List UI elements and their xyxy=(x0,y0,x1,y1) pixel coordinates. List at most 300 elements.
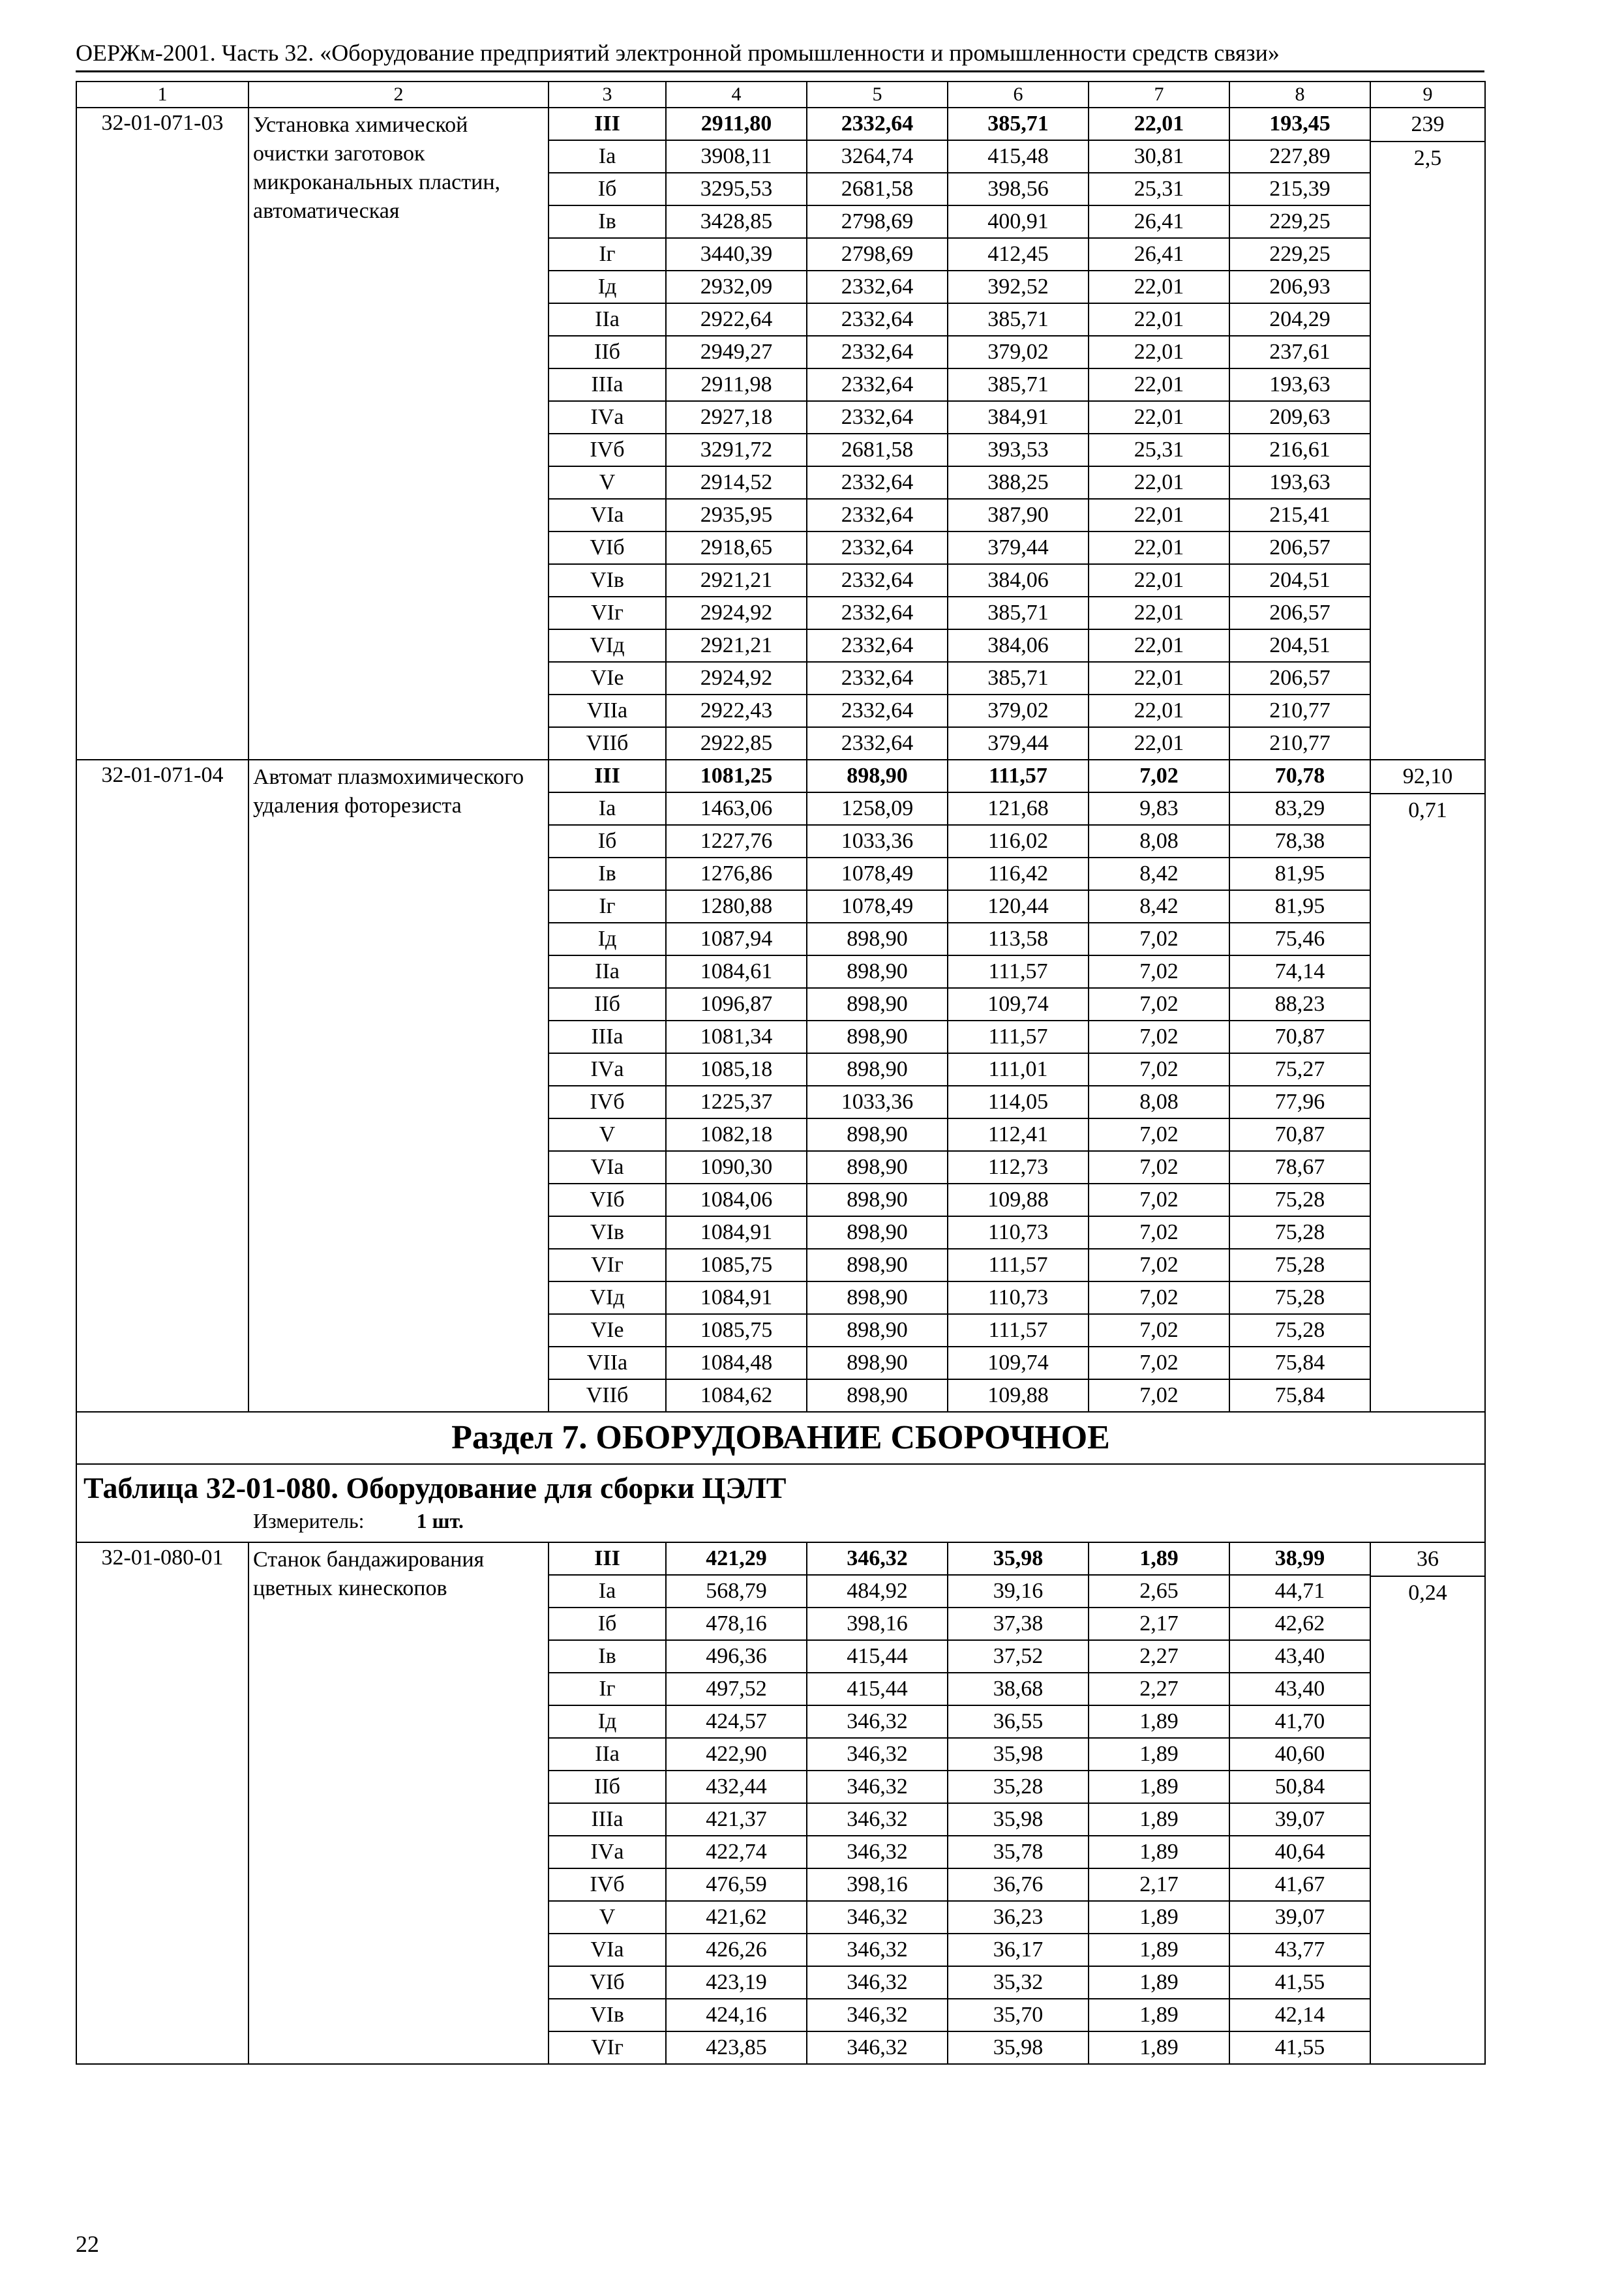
zone-cell: VIа xyxy=(549,1151,666,1184)
value-cell: 227,89 xyxy=(1229,140,1370,173)
value-cell: 393,53 xyxy=(948,434,1089,466)
value-cell: 109,74 xyxy=(948,1347,1089,1379)
value-cell: 216,61 xyxy=(1229,434,1370,466)
value-cell: 385,71 xyxy=(948,662,1089,695)
zone-cell: VIе xyxy=(549,662,666,695)
column-number: 3 xyxy=(549,82,666,108)
value-cell: 1081,34 xyxy=(666,1021,807,1053)
value-cell: 2332,64 xyxy=(807,564,948,597)
zone-cell: VIв xyxy=(549,1999,666,2031)
value-cell: 2332,64 xyxy=(807,629,948,662)
value-cell: 110,73 xyxy=(948,1281,1089,1314)
value-cell: 1,89 xyxy=(1089,2031,1229,2064)
value-cell: 1,89 xyxy=(1089,1705,1229,1738)
value-cell: 1096,87 xyxy=(666,988,807,1021)
value-cell: 229,25 xyxy=(1229,238,1370,271)
position-code: 32-01-071-03 xyxy=(76,108,248,760)
value-cell: 22,01 xyxy=(1089,564,1229,597)
value-cell: 74,14 xyxy=(1229,955,1370,988)
value-cell: 2922,64 xyxy=(666,303,807,336)
value-cell: 2932,09 xyxy=(666,271,807,303)
value-cell: 422,90 xyxy=(666,1738,807,1771)
value-cell: 36,23 xyxy=(948,1901,1089,1934)
zone-cell: VIIб xyxy=(549,727,666,760)
value-cell: 7,02 xyxy=(1089,1379,1229,1412)
value-cell: 75,28 xyxy=(1229,1281,1370,1314)
value-cell: 476,59 xyxy=(666,1868,807,1901)
value-cell: 37,38 xyxy=(948,1608,1089,1640)
zone-cell: Iв xyxy=(549,205,666,238)
column-number: 8 xyxy=(1229,82,1370,108)
column-9-cell xyxy=(1370,760,1485,1412)
value-cell: 497,52 xyxy=(666,1673,807,1705)
column-number-row xyxy=(76,82,1485,108)
value-cell: 75,46 xyxy=(1229,923,1370,955)
value-cell: 2921,21 xyxy=(666,564,807,597)
column-number: 4 xyxy=(666,82,807,108)
value-cell: 346,32 xyxy=(807,1738,948,1771)
value-cell: 7,02 xyxy=(1089,1347,1229,1379)
value-cell: 2681,58 xyxy=(807,173,948,205)
zone-cell: VIв xyxy=(549,1216,666,1249)
value-cell: 2332,64 xyxy=(807,597,948,629)
zone-cell: Iг xyxy=(549,238,666,271)
value-cell: 7,02 xyxy=(1089,760,1229,792)
value-cell: 204,29 xyxy=(1229,303,1370,336)
value-cell: 43,77 xyxy=(1229,1934,1370,1966)
value-cell: 2922,85 xyxy=(666,727,807,760)
value-cell: 7,02 xyxy=(1089,1021,1229,1053)
value-cell: 2332,64 xyxy=(807,727,948,760)
zone-cell: Iа xyxy=(549,1575,666,1608)
value-cell: 22,01 xyxy=(1089,401,1229,434)
value-cell: 379,44 xyxy=(948,727,1089,760)
value-cell: 2924,92 xyxy=(666,597,807,629)
value-cell: 110,73 xyxy=(948,1216,1089,1249)
value-cell: 392,52 xyxy=(948,271,1089,303)
value-cell: 346,32 xyxy=(807,1771,948,1803)
value-cell: 1276,86 xyxy=(666,858,807,890)
value-cell: 111,57 xyxy=(948,955,1089,988)
value-cell: 2914,52 xyxy=(666,466,807,499)
value-cell: 75,28 xyxy=(1229,1184,1370,1216)
value-cell: 41,55 xyxy=(1229,1966,1370,1999)
value-cell: 423,85 xyxy=(666,2031,807,2064)
value-cell: 7,02 xyxy=(1089,1118,1229,1151)
column-number: 5 xyxy=(807,82,948,108)
value-cell: 41,67 xyxy=(1229,1868,1370,1901)
value-cell: 22,01 xyxy=(1089,466,1229,499)
zone-cell: III xyxy=(549,108,666,140)
value-cell: 1,89 xyxy=(1089,1934,1229,1966)
value-cell: 112,73 xyxy=(948,1151,1089,1184)
table-row xyxy=(76,760,1485,792)
zone-cell: IVб xyxy=(549,434,666,466)
zone-cell: Iб xyxy=(549,1608,666,1640)
zone-cell: V xyxy=(549,1901,666,1934)
zone-cell: III xyxy=(549,760,666,792)
value-cell: 568,79 xyxy=(666,1575,807,1608)
column-9-value: 0,24 xyxy=(1371,1576,1484,1609)
measure-label: Измеритель: xyxy=(253,1509,365,1533)
value-cell: 7,02 xyxy=(1089,1151,1229,1184)
value-cell: 111,57 xyxy=(948,1314,1089,1347)
value-cell: 1085,75 xyxy=(666,1249,807,1281)
value-cell: 385,71 xyxy=(948,368,1089,401)
value-cell: 346,32 xyxy=(807,1705,948,1738)
value-cell: 385,71 xyxy=(948,303,1089,336)
column-9-value: 2,5 xyxy=(1371,141,1484,175)
value-cell: 3428,85 xyxy=(666,205,807,238)
value-cell: 36,76 xyxy=(948,1868,1089,1901)
value-cell: 2681,58 xyxy=(807,434,948,466)
value-cell: 7,02 xyxy=(1089,955,1229,988)
value-cell: 346,32 xyxy=(807,1836,948,1868)
value-cell: 1,89 xyxy=(1089,1966,1229,1999)
value-cell: 22,01 xyxy=(1089,499,1229,531)
value-cell: 40,64 xyxy=(1229,1836,1370,1868)
position-code: 32-01-071-04 xyxy=(76,760,248,1412)
value-cell: 35,78 xyxy=(948,1836,1089,1868)
value-cell: 1087,94 xyxy=(666,923,807,955)
value-cell: 70,87 xyxy=(1229,1021,1370,1053)
column-9-cell xyxy=(1370,1542,1485,2064)
value-cell: 22,01 xyxy=(1089,336,1229,368)
value-cell: 385,71 xyxy=(948,597,1089,629)
value-cell: 215,39 xyxy=(1229,173,1370,205)
value-cell: 1,89 xyxy=(1089,1542,1229,1575)
value-cell: 120,44 xyxy=(948,890,1089,923)
value-cell: 898,90 xyxy=(807,1281,948,1314)
value-cell: 1280,88 xyxy=(666,890,807,923)
value-cell: 42,62 xyxy=(1229,1608,1370,1640)
value-cell: 22,01 xyxy=(1089,629,1229,662)
value-cell: 1258,09 xyxy=(807,792,948,825)
zone-cell: IVа xyxy=(549,1836,666,1868)
value-cell: 22,01 xyxy=(1089,531,1229,564)
zone-cell: Iд xyxy=(549,271,666,303)
value-cell: 109,88 xyxy=(948,1379,1089,1412)
column-9-value: 36 xyxy=(1417,1547,1439,1571)
value-cell: 35,98 xyxy=(948,1803,1089,1836)
value-cell: 1090,30 xyxy=(666,1151,807,1184)
value-cell: 81,95 xyxy=(1229,890,1370,923)
value-cell: 38,68 xyxy=(948,1673,1089,1705)
zone-cell: VIIа xyxy=(549,1347,666,1379)
value-cell: 206,57 xyxy=(1229,662,1370,695)
value-cell: 424,16 xyxy=(666,1999,807,2031)
value-cell: 2332,64 xyxy=(807,303,948,336)
zone-cell: V xyxy=(549,1118,666,1151)
value-cell: 415,48 xyxy=(948,140,1089,173)
zone-cell: Iг xyxy=(549,890,666,923)
zone-cell: IVа xyxy=(549,1053,666,1086)
value-cell: 346,32 xyxy=(807,1966,948,1999)
value-cell: 206,57 xyxy=(1229,597,1370,629)
value-cell: 2927,18 xyxy=(666,401,807,434)
value-cell: 384,91 xyxy=(948,401,1089,434)
page-number: 22 xyxy=(76,2231,99,2257)
value-cell: 35,98 xyxy=(948,1738,1089,1771)
value-cell: 898,90 xyxy=(807,1053,948,1086)
value-cell: 2798,69 xyxy=(807,205,948,238)
value-cell: 1033,36 xyxy=(807,825,948,858)
value-cell: 1225,37 xyxy=(666,1086,807,1118)
zone-cell: Iв xyxy=(549,858,666,890)
value-cell: 41,70 xyxy=(1229,1705,1370,1738)
zone-cell: VIа xyxy=(549,499,666,531)
value-cell: 39,16 xyxy=(948,1575,1089,1608)
value-cell: 1,89 xyxy=(1089,1836,1229,1868)
value-cell: 42,14 xyxy=(1229,1999,1370,2031)
value-cell: 75,84 xyxy=(1229,1347,1370,1379)
measure-line xyxy=(83,1506,1478,1535)
value-cell: 114,05 xyxy=(948,1086,1089,1118)
value-cell: 204,51 xyxy=(1229,629,1370,662)
value-cell: 35,98 xyxy=(948,1542,1089,1575)
value-cell: 7,02 xyxy=(1089,1216,1229,1249)
value-cell: 77,96 xyxy=(1229,1086,1370,1118)
value-cell: 426,26 xyxy=(666,1934,807,1966)
column-number: 9 xyxy=(1370,82,1485,108)
value-cell: 44,71 xyxy=(1229,1575,1370,1608)
value-cell: 215,41 xyxy=(1229,499,1370,531)
section-row xyxy=(76,1412,1485,1464)
value-cell: 2911,80 xyxy=(666,108,807,140)
zone-cell: VIв xyxy=(549,564,666,597)
value-cell: 2,65 xyxy=(1089,1575,1229,1608)
value-cell: 22,01 xyxy=(1089,303,1229,336)
zone-cell: VIе xyxy=(549,1314,666,1347)
value-cell: 111,57 xyxy=(948,1249,1089,1281)
value-cell: 478,16 xyxy=(666,1608,807,1640)
zone-cell: VIб xyxy=(549,1184,666,1216)
value-cell: 898,90 xyxy=(807,1379,948,1412)
value-cell: 2332,64 xyxy=(807,466,948,499)
value-cell: 2332,64 xyxy=(807,401,948,434)
value-cell: 7,02 xyxy=(1089,1249,1229,1281)
column-number: 7 xyxy=(1089,82,1229,108)
value-cell: 415,44 xyxy=(807,1640,948,1673)
value-cell: 35,98 xyxy=(948,2031,1089,2064)
value-cell: 421,37 xyxy=(666,1803,807,1836)
value-cell: 379,02 xyxy=(948,695,1089,727)
column-number: 2 xyxy=(248,82,549,108)
value-cell: 898,90 xyxy=(807,1249,948,1281)
value-cell: 2332,64 xyxy=(807,695,948,727)
value-cell: 898,90 xyxy=(807,1118,948,1151)
value-cell: 81,95 xyxy=(1229,858,1370,890)
position-name: Установка химической очистки заготовок микроканальных пластин, автоматическая xyxy=(248,108,549,760)
value-cell: 25,31 xyxy=(1089,434,1229,466)
value-cell: 388,25 xyxy=(948,466,1089,499)
value-cell: 7,02 xyxy=(1089,988,1229,1021)
value-cell: 37,52 xyxy=(948,1640,1089,1673)
value-cell: 2798,69 xyxy=(807,238,948,271)
zone-cell: VIг xyxy=(549,597,666,629)
value-cell: 384,06 xyxy=(948,564,1089,597)
value-cell: 8,08 xyxy=(1089,1086,1229,1118)
value-cell: 50,84 xyxy=(1229,1771,1370,1803)
column-9-cell xyxy=(1370,108,1485,760)
zone-cell: IIб xyxy=(549,988,666,1021)
value-cell: 3264,74 xyxy=(807,140,948,173)
value-cell: 111,01 xyxy=(948,1053,1089,1086)
zone-cell: VIIа xyxy=(549,695,666,727)
column-9-value: 0,71 xyxy=(1371,793,1484,827)
value-cell: 346,32 xyxy=(807,1934,948,1966)
value-cell: 121,68 xyxy=(948,792,1089,825)
value-cell: 1227,76 xyxy=(666,825,807,858)
rates-table xyxy=(76,81,1486,2065)
value-cell: 22,01 xyxy=(1089,597,1229,629)
value-cell: 387,90 xyxy=(948,499,1089,531)
value-cell: 78,67 xyxy=(1229,1151,1370,1184)
value-cell: 346,32 xyxy=(807,1542,948,1575)
zone-cell: IIIа xyxy=(549,368,666,401)
measure-value: 1 шт. xyxy=(416,1509,464,1533)
value-cell: 898,90 xyxy=(807,760,948,792)
zone-cell: V xyxy=(549,466,666,499)
zone-cell: IIIа xyxy=(549,1803,666,1836)
value-cell: 75,28 xyxy=(1229,1314,1370,1347)
value-cell: 88,23 xyxy=(1229,988,1370,1021)
value-cell: 2918,65 xyxy=(666,531,807,564)
zone-cell: IIа xyxy=(549,955,666,988)
value-cell: 22,01 xyxy=(1089,695,1229,727)
value-cell: 3908,11 xyxy=(666,140,807,173)
value-cell: 193,63 xyxy=(1229,466,1370,499)
value-cell: 3291,72 xyxy=(666,434,807,466)
value-cell: 2922,43 xyxy=(666,695,807,727)
section-block xyxy=(76,1412,1485,1542)
zone-cell: Iб xyxy=(549,173,666,205)
value-cell: 898,90 xyxy=(807,1314,948,1347)
value-cell: 2,27 xyxy=(1089,1640,1229,1673)
value-cell: 26,41 xyxy=(1089,238,1229,271)
zone-cell: Iд xyxy=(549,923,666,955)
value-cell: 43,40 xyxy=(1229,1640,1370,1673)
value-cell: 898,90 xyxy=(807,1151,948,1184)
value-cell: 3440,39 xyxy=(666,238,807,271)
table-title-cell xyxy=(76,1464,1485,1542)
zone-cell: Iг xyxy=(549,1673,666,1705)
value-cell: 204,51 xyxy=(1229,564,1370,597)
value-cell: 1,89 xyxy=(1089,1803,1229,1836)
zone-cell: VIIб xyxy=(549,1379,666,1412)
value-cell: 1078,49 xyxy=(807,890,948,923)
value-cell: 75,84 xyxy=(1229,1379,1370,1412)
value-cell: 30,81 xyxy=(1089,140,1229,173)
value-cell: 210,77 xyxy=(1229,727,1370,760)
value-cell: 898,90 xyxy=(807,1347,948,1379)
position-name: Станок бандажирования цветных кинескопов xyxy=(248,1542,549,2064)
zone-cell: IIа xyxy=(549,1738,666,1771)
value-cell: 75,28 xyxy=(1229,1249,1370,1281)
value-cell: 898,90 xyxy=(807,988,948,1021)
value-cell: 7,02 xyxy=(1089,1281,1229,1314)
value-cell: 2332,64 xyxy=(807,271,948,303)
zone-cell: VIг xyxy=(549,2031,666,2064)
zone-cell: VIа xyxy=(549,1934,666,1966)
page-header: ОЕРЖм-2001. Часть 32. «Оборудование предприятий электронной промышленности и промышленности средств связи» xyxy=(76,40,1280,66)
value-cell: 8,08 xyxy=(1089,825,1229,858)
value-cell: 38,99 xyxy=(1229,1542,1370,1575)
value-cell: 398,16 xyxy=(807,1608,948,1640)
value-cell: 237,61 xyxy=(1229,336,1370,368)
value-cell: 41,55 xyxy=(1229,2031,1370,2064)
value-cell: 206,57 xyxy=(1229,531,1370,564)
value-cell: 7,02 xyxy=(1089,1053,1229,1086)
value-cell: 206,93 xyxy=(1229,271,1370,303)
zone-cell: IIб xyxy=(549,336,666,368)
value-cell: 384,06 xyxy=(948,629,1089,662)
value-cell: 75,28 xyxy=(1229,1216,1370,1249)
value-cell: 1084,06 xyxy=(666,1184,807,1216)
value-cell: 398,56 xyxy=(948,173,1089,205)
value-cell: 421,29 xyxy=(666,1542,807,1575)
zone-cell: VIд xyxy=(549,1281,666,1314)
value-cell: 70,78 xyxy=(1229,760,1370,792)
column-number: 6 xyxy=(948,82,1089,108)
value-cell: 1,89 xyxy=(1089,1771,1229,1803)
value-cell: 2332,64 xyxy=(807,662,948,695)
value-cell: 25,31 xyxy=(1089,173,1229,205)
value-cell: 35,70 xyxy=(948,1999,1089,2031)
value-cell: 385,71 xyxy=(948,108,1089,140)
value-cell: 36,55 xyxy=(948,1705,1089,1738)
value-cell: 2332,64 xyxy=(807,368,948,401)
value-cell: 1,89 xyxy=(1089,1999,1229,2031)
value-cell: 346,32 xyxy=(807,1901,948,1934)
value-cell: 1082,18 xyxy=(666,1118,807,1151)
value-cell: 7,02 xyxy=(1089,923,1229,955)
value-cell: 43,40 xyxy=(1229,1673,1370,1705)
zone-cell: IVб xyxy=(549,1868,666,1901)
value-cell: 111,57 xyxy=(948,760,1089,792)
value-cell: 2,17 xyxy=(1089,1868,1229,1901)
column-9-value: 239 xyxy=(1411,112,1445,136)
value-cell: 35,28 xyxy=(948,1771,1089,1803)
value-cell: 1084,61 xyxy=(666,955,807,988)
value-cell: 7,02 xyxy=(1089,1184,1229,1216)
value-cell: 1,89 xyxy=(1089,1738,1229,1771)
value-cell: 22,01 xyxy=(1089,108,1229,140)
value-cell: 424,57 xyxy=(666,1705,807,1738)
value-cell: 1033,36 xyxy=(807,1086,948,1118)
value-cell: 70,87 xyxy=(1229,1118,1370,1151)
value-cell: 109,74 xyxy=(948,988,1089,1021)
value-cell: 2,17 xyxy=(1089,1608,1229,1640)
value-cell: 898,90 xyxy=(807,955,948,988)
value-cell: 2332,64 xyxy=(807,499,948,531)
zone-cell: Iа xyxy=(549,792,666,825)
value-cell: 496,36 xyxy=(666,1640,807,1673)
value-cell: 412,45 xyxy=(948,238,1089,271)
value-cell: 209,63 xyxy=(1229,401,1370,434)
value-cell: 1084,62 xyxy=(666,1379,807,1412)
zone-cell: IVб xyxy=(549,1086,666,1118)
value-cell: 2332,64 xyxy=(807,531,948,564)
value-cell: 2921,21 xyxy=(666,629,807,662)
value-cell: 421,62 xyxy=(666,1901,807,1934)
position-name: Автомат плазмохимического удаления фоторезиста xyxy=(248,760,549,1412)
value-cell: 898,90 xyxy=(807,1021,948,1053)
value-cell: 8,42 xyxy=(1089,858,1229,890)
value-cell: 423,19 xyxy=(666,1966,807,1999)
zone-cell: Iд xyxy=(549,1705,666,1738)
position-code: 32-01-080-01 xyxy=(76,1542,248,2064)
